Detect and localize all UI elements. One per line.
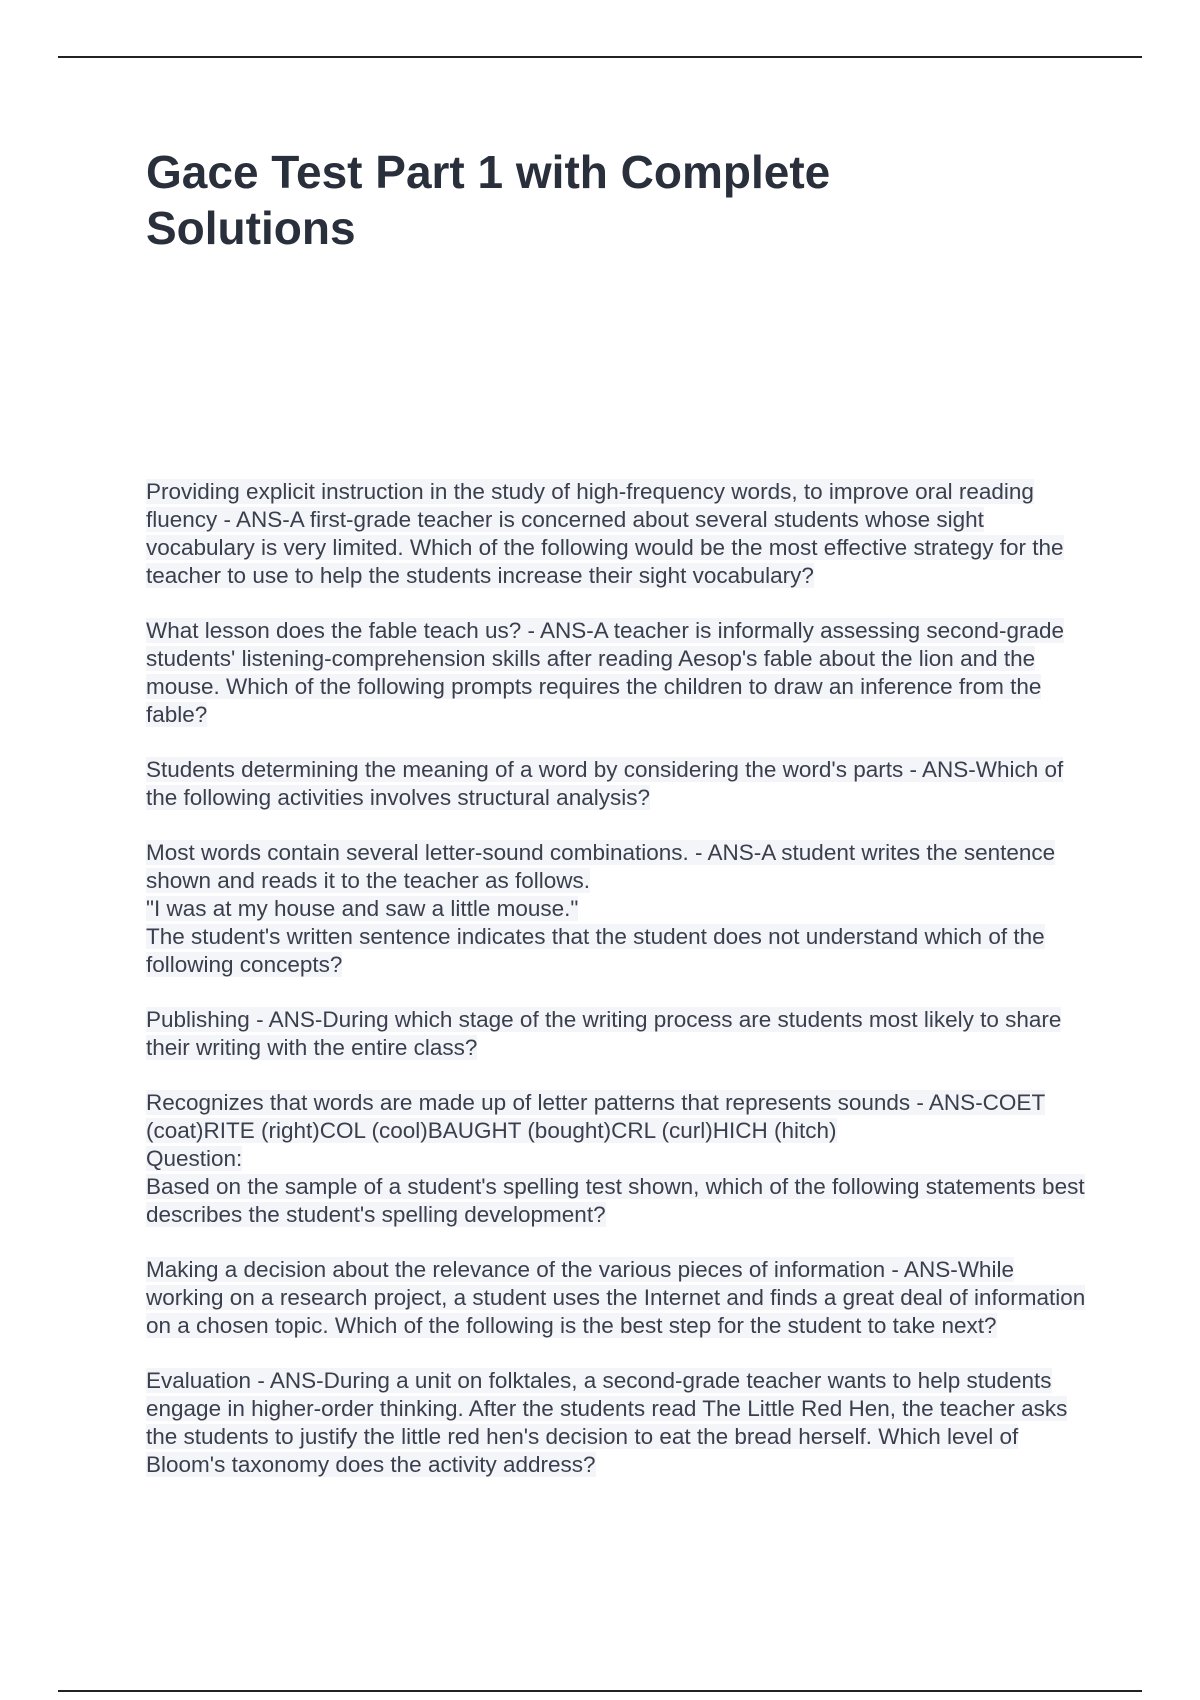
- qa-item-text: Recognizes that words are made up of letter patterns that represents sounds - ANS-COET (coat)RITE (right)COL (cool)BAUGHT (bought)CRL (curl)HICH (hitch) Question: Based on the sample of a student's spelling test shown, which of the following statements best describes the student's spelling development?: [146, 1090, 1085, 1227]
- footer-rule: [58, 1690, 1142, 1692]
- qa-item-7: [146, 1256, 1086, 1340]
- qa-item-8: [146, 1367, 1086, 1479]
- document-body: [146, 144, 1086, 1506]
- qa-item-text: What lesson does the fable teach us? - ANS-A teacher is informally assessing second-grade students' listening-comprehension skills after reading Aesop's fable about the lion and the mouse. Which of the following prompts requires the children to draw an inference from the fable?: [146, 618, 1064, 727]
- qa-item-1: [146, 478, 1086, 590]
- qa-item-6: [146, 1089, 1086, 1229]
- qa-item-text: Providing explicit instruction in the study of high-frequency words, to improve oral reading fluency - ANS-A first-grade teacher is concerned about several students whose sight vocabulary is very limited. Which of the following would be the most effective strategy for the teacher to use to help the students increase their sight vocabulary?: [146, 479, 1064, 588]
- qa-item-text: Publishing - ANS-During which stage of the writing process are students most likely to share their writing with the entire class?: [146, 1007, 1062, 1060]
- header-rule: [58, 56, 1142, 58]
- qa-item-text: Students determining the meaning of a word by considering the word's parts - ANS-Which of the following activities involves structural analysis?: [146, 757, 1064, 810]
- qa-item-4: [146, 839, 1086, 979]
- document-title: Gace Test Part 1 with Complete Solutions: [146, 146, 831, 254]
- qa-item-2: [146, 617, 1086, 729]
- qa-list: [146, 478, 1086, 1479]
- qa-item-text: Evaluation - ANS-During a unit on folktales, a second-grade teacher wants to help students engage in higher-order thinking. After the students read The Little Red Hen, the teacher asks the students to justify the little red hen's decision to eat the bread herself. Which level of Bloom's taxonomy does the activity address?: [146, 1368, 1068, 1477]
- qa-item-3: [146, 756, 1086, 812]
- qa-item-text: Making a decision about the relevance of the various pieces of information - ANS-While working on a research project, a student uses the Internet and finds a great deal of information on a chosen topic. Which of the following is the best step for the student to take next?: [146, 1257, 1086, 1338]
- qa-item-text: Most words contain several letter-sound combinations. - ANS-A student writes the sentence shown and reads it to the teacher as follows. "I was at my house and saw a little mouse." The student's written sentence indicates that the student does not understand which of the following concepts?: [146, 840, 1056, 977]
- qa-item-5: [146, 1006, 1086, 1062]
